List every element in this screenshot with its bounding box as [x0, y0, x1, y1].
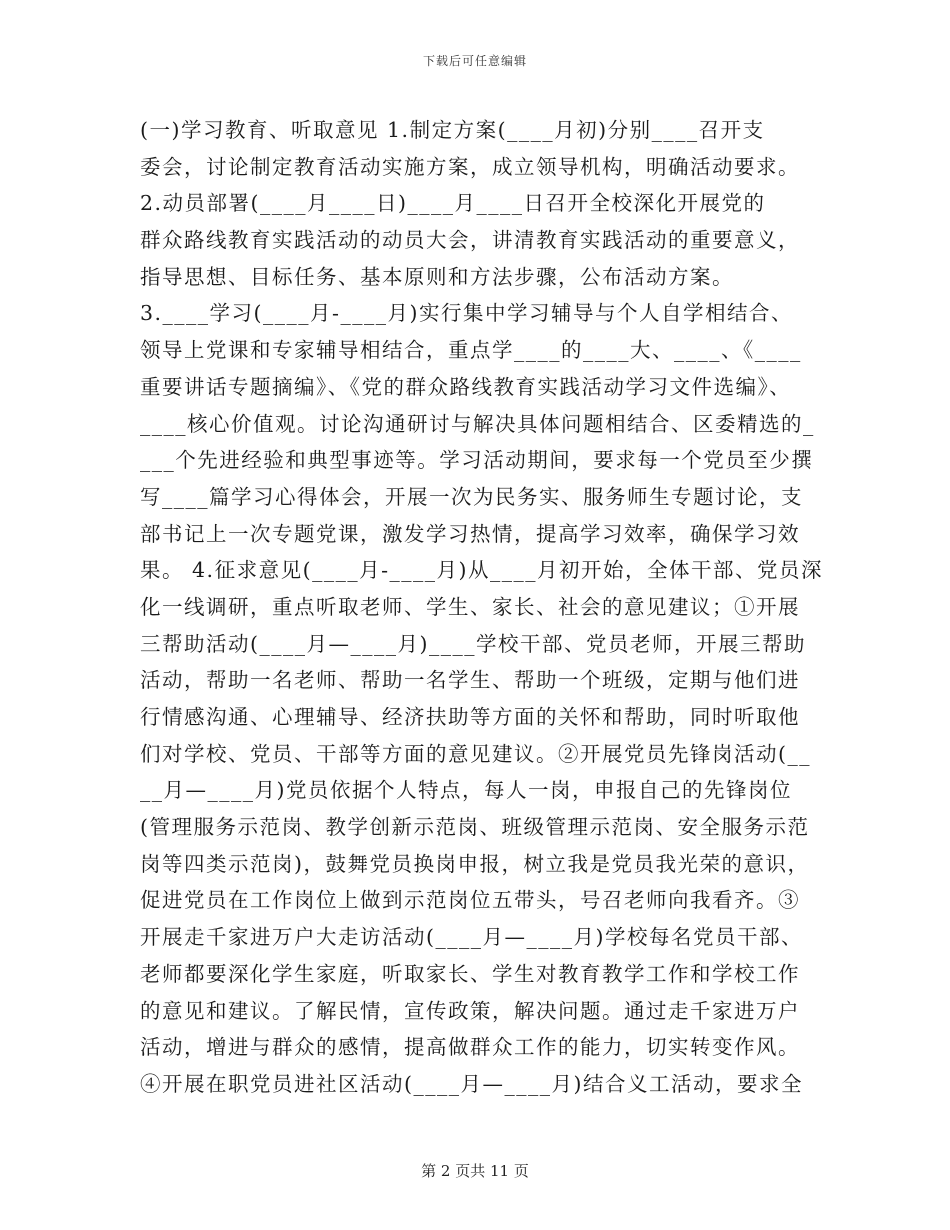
- body-line: 行情感沟通、心理辅导、经济扶助等方面的关怀和帮助，同时听取他: [140, 705, 800, 729]
- body-line: 重要讲话专题摘编》、《党的群众路线教育实践活动学习文件选编》、: [140, 374, 792, 399]
- body-line: (管理服务示范岗、教学创新示范岗、班级管理示范岗、安全服务示范: [140, 815, 810, 840]
- body-line: ____核心价值观。讨论沟通研讨与解决具体问题相结合、区委精选的_: [140, 411, 815, 436]
- body-line: 指导思想、目标任务、基本原则和方法步骤，公布活动方案。: [140, 264, 734, 289]
- body-line: 老师都要深化学生家庭，听取家长、学生对教育教学工作和学校工作: [140, 961, 800, 986]
- page-footer: 第 2 页共 11 页: [421, 1162, 529, 1180]
- body-line: __月—____月)党员依据个人特点，每人一岗，申报自己的先锋岗位: [140, 778, 792, 803]
- body-line: ④开展在职党员进社区活动(____月—____月)结合义工活动，要求全: [140, 1071, 803, 1096]
- body-line: 3.____学习(____月-____月)实行集中学习辅导与个人自学相结合、: [140, 301, 793, 326]
- body-line: 2.动员部署(____月____日)____月____日召开全校深化开展党的: [140, 191, 766, 216]
- body-line: 促进党员在工作岗位上做到示范岗位五带头，号召老师向我看齐。③: [140, 888, 800, 913]
- body-line: 活动，增进与群众的感情，提高做群众工作的能力，切实转变作风。: [140, 1035, 800, 1060]
- body-line: 领导上党课和专家辅导相结合，重点学____的____大、____、《____: [140, 338, 802, 363]
- body-line: 活动，帮助一名老师、帮助一名学生、帮助一个班级，定期与他们进: [140, 668, 800, 693]
- body-line: 的意见和建议。了解民情，宣传政策，解决问题。通过走千家进万户: [140, 998, 800, 1023]
- body-line: 们对学校、党员、干部等方面的意见建议。②开展党员先锋岗活动(__: [140, 741, 811, 766]
- body-line: 部书记上一次专题党课，激发学习热情，提高学习效率，确保学习效: [140, 521, 800, 546]
- body-line: 写____篇学习心得体会，开展一次为民务实、服务师生专题讨论，支: [140, 484, 803, 509]
- body-line: (一)学习教育、听取意见 1.制定方案(____月初)分别____召开支: [140, 118, 765, 142]
- body-line: 群众路线教育实践活动的动员大会，讲清教育实践活动的重要意义，: [140, 228, 800, 253]
- document-body: [140, 112, 840, 1103]
- body-line: 三帮助活动(____月—____月)____学校干部、党员老师，开展三帮助: [140, 631, 806, 656]
- body-line: 果。 4.征求意见(____月-____月)从____月初开始，全体干部、党员深: [140, 558, 823, 583]
- body-line: 委会，讨论制定教育活动实施方案，成立领导机构，明确活动要求。: [140, 154, 800, 179]
- body-line: 开展走千家进万户大走访活动(____月—____月)学校每名党员干部、: [140, 925, 803, 950]
- body-line: 化一线调研，重点听取老师、学生、家长、社会的意见建议；①开展: [140, 594, 800, 619]
- body-line: 岗等四类示范岗)，鼓舞党员换岗申报，树立我是党员我光荣的意识，: [140, 851, 810, 876]
- page-header: 下载后可任意编辑: [422, 54, 527, 68]
- body-line: ___个先进经验和典型事迹等。学习活动期间，要求每一个党员至少撰: [140, 448, 814, 473]
